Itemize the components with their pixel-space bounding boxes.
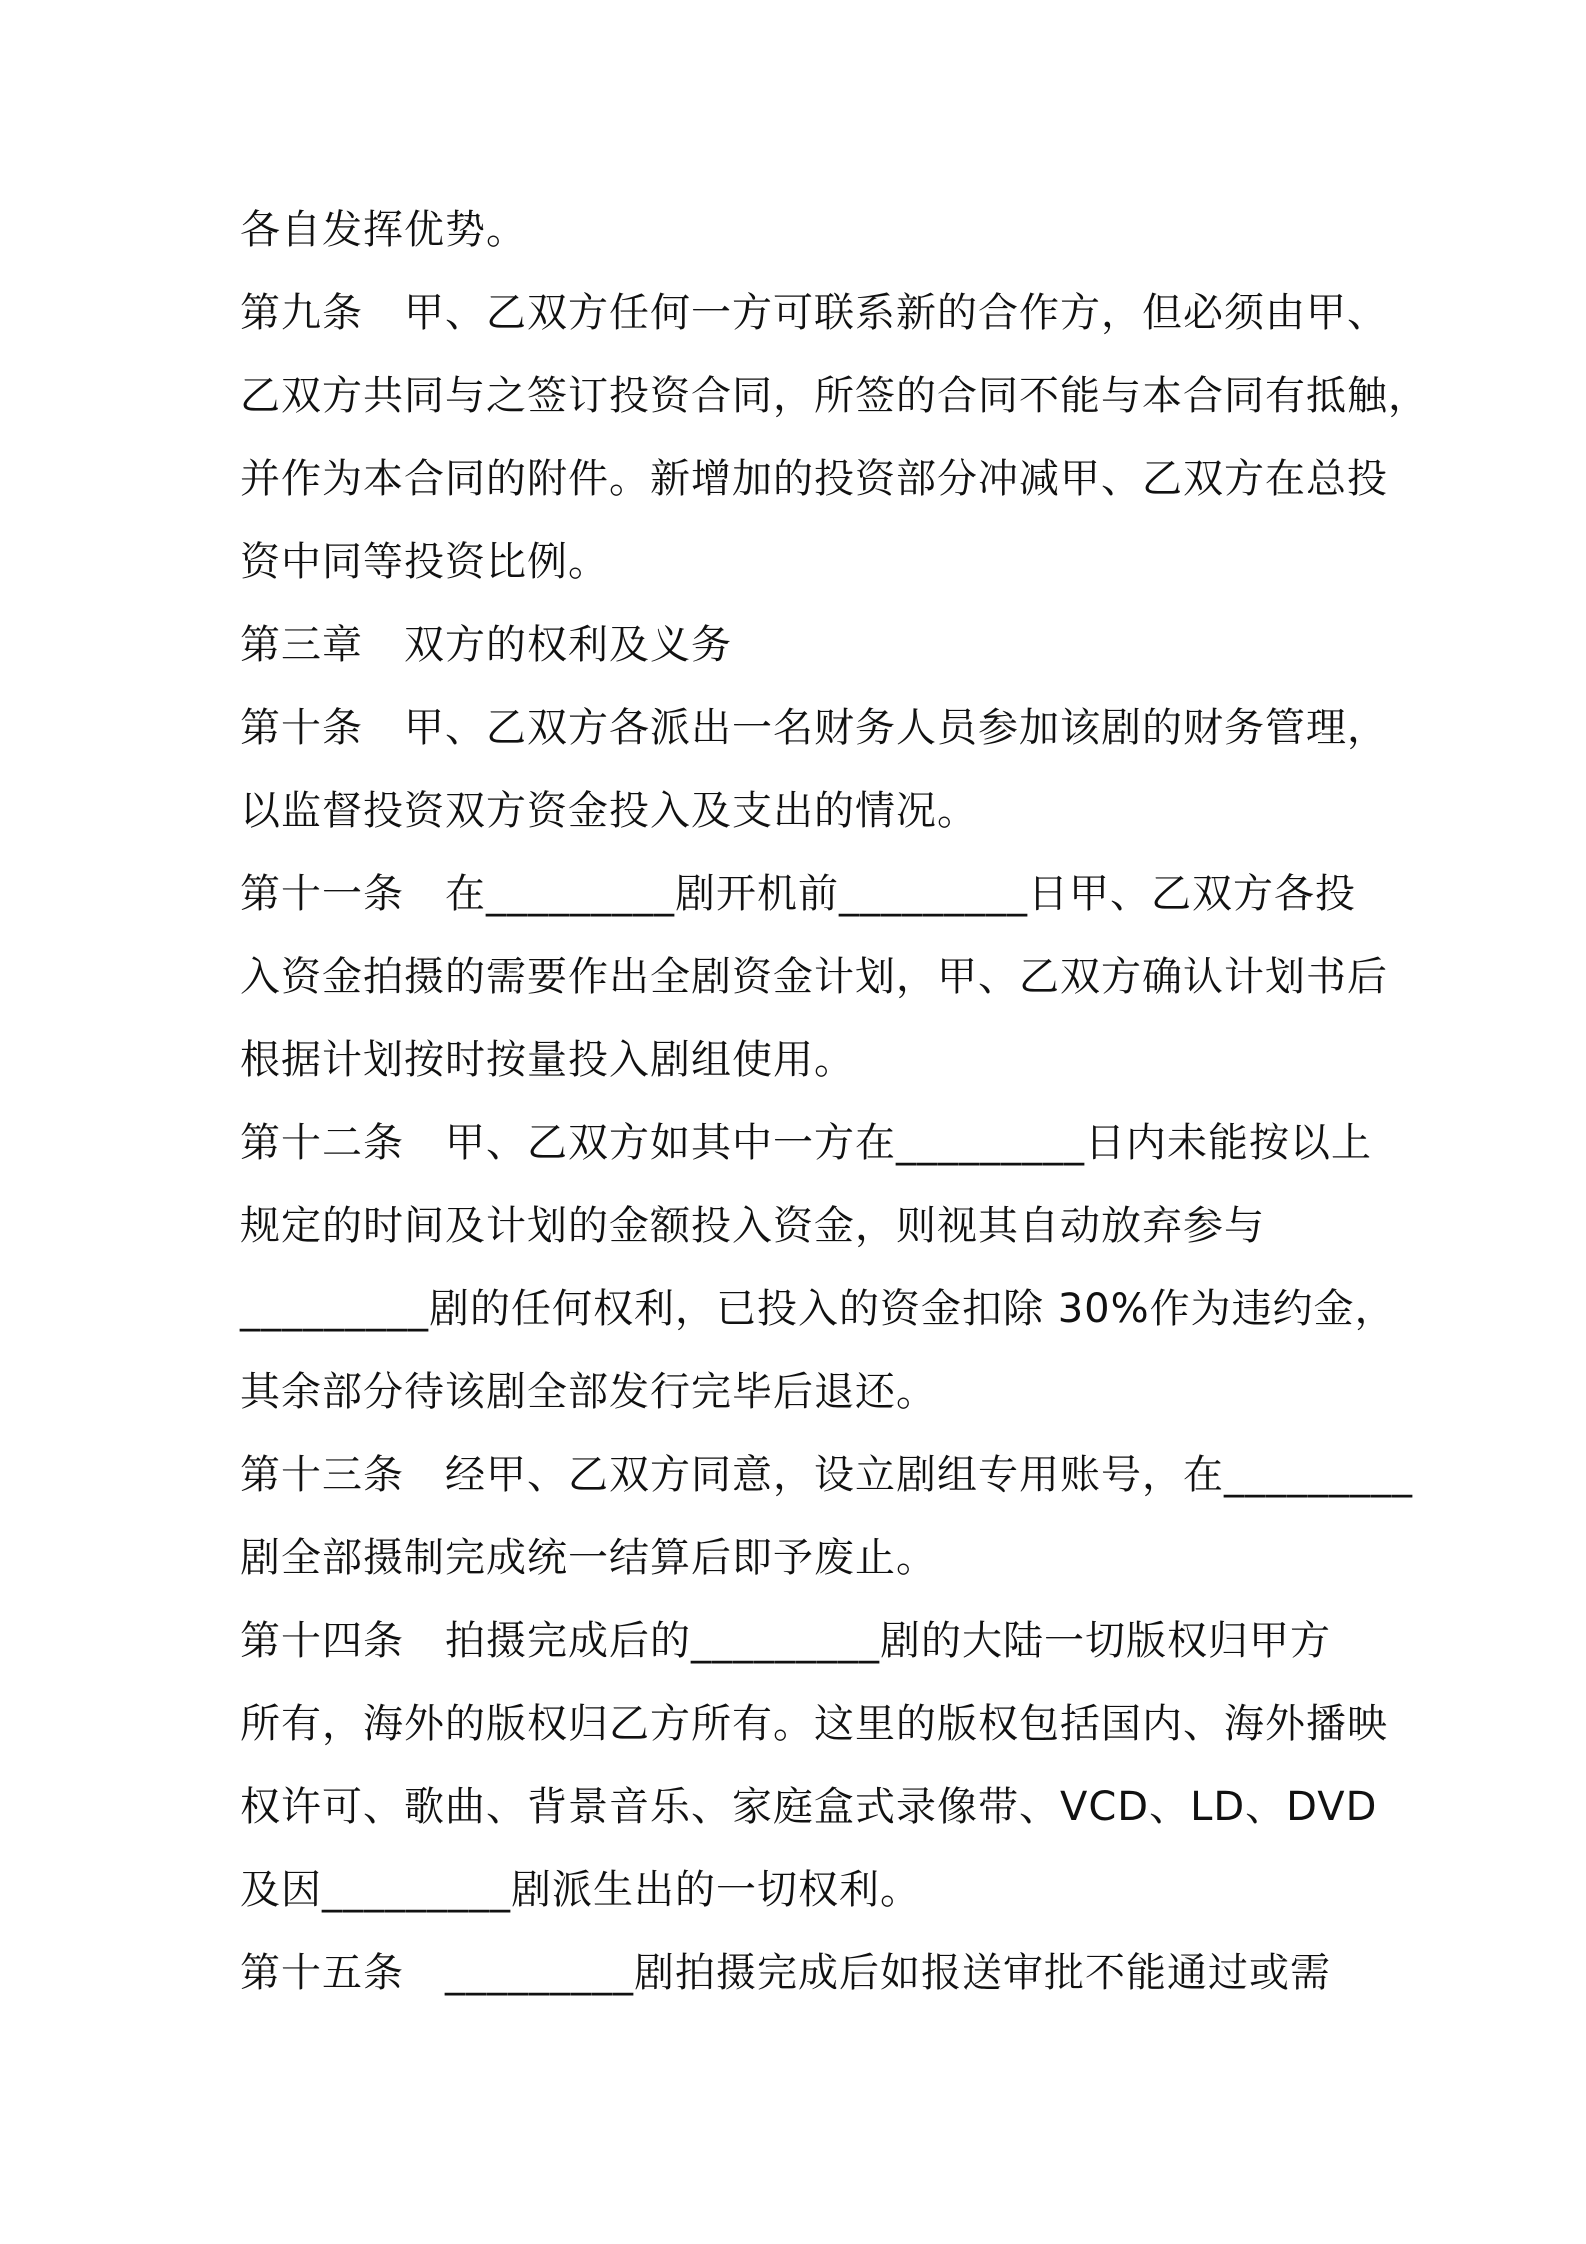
text-line: 第十条 甲、乙双方各派出一名财务人员参加该剧的财务管理， [240,705,1388,751]
text-line: 第十三条 经甲、乙双方同意，设立剧组专用账号，在_________ [240,1452,1413,1498]
text-line: 各自发挥优势。 [240,207,527,253]
text-line: 所有，海外的版权归乙方所有。这里的版权包括国内、海外播映 [240,1701,1388,1747]
text-line: 第十四条 拍摄完成后的_________剧的大陆一切版权归甲方 [240,1618,1331,1664]
text-line: 第十二条 甲、乙双方如其中一方在_________日内未能按以上 [240,1120,1372,1166]
text-line: 资中同等投资比例。 [240,539,609,585]
text-line: 乙双方共同与之签订投资合同，所签的合同不能与本合同有抵触， [240,373,1429,419]
text-line: 并作为本合同的附件。新增加的投资部分冲减甲、乙双方在总投 [240,456,1388,502]
text-line: 规定的时间及计划的金额投入资金，则视其自动放弃参与 [240,1203,1265,1249]
text-line: 以监督投资双方资金投入及支出的情况。 [240,788,978,834]
text-line: 第十一条 在_________剧开机前_________日甲、乙双方各投 [240,871,1356,917]
text-line: 第十五条 _________剧拍摄完成后如报送审批不能通过或需 [240,1950,1331,1996]
text-line: 权许可、歌曲、背景音乐、家庭盒式录像带、VCD、LD、DVD [240,1784,1378,1830]
text-line: _________剧的任何权利，已投入的资金扣除 30%作为违约金， [240,1286,1396,1332]
text-line: 及因_________剧派生出的一切权利。 [240,1867,921,1913]
text-line: 第九条 甲、乙双方任何一方可联系新的合作方，但必须由甲、 [240,290,1388,336]
text-line: 其余部分待该剧全部发行完毕后退还。 [240,1369,937,1415]
chapter-heading: 第三章 双方的权利及义务 [240,622,732,668]
text-line: 剧全部摄制完成统一结算后即予废止。 [240,1535,937,1581]
text-line: 入资金拍摄的需要作出全剧资金计划，甲、乙双方确认计划书后 [240,954,1388,1000]
text-line: 根据计划按时按量投入剧组使用。 [240,1037,855,1083]
